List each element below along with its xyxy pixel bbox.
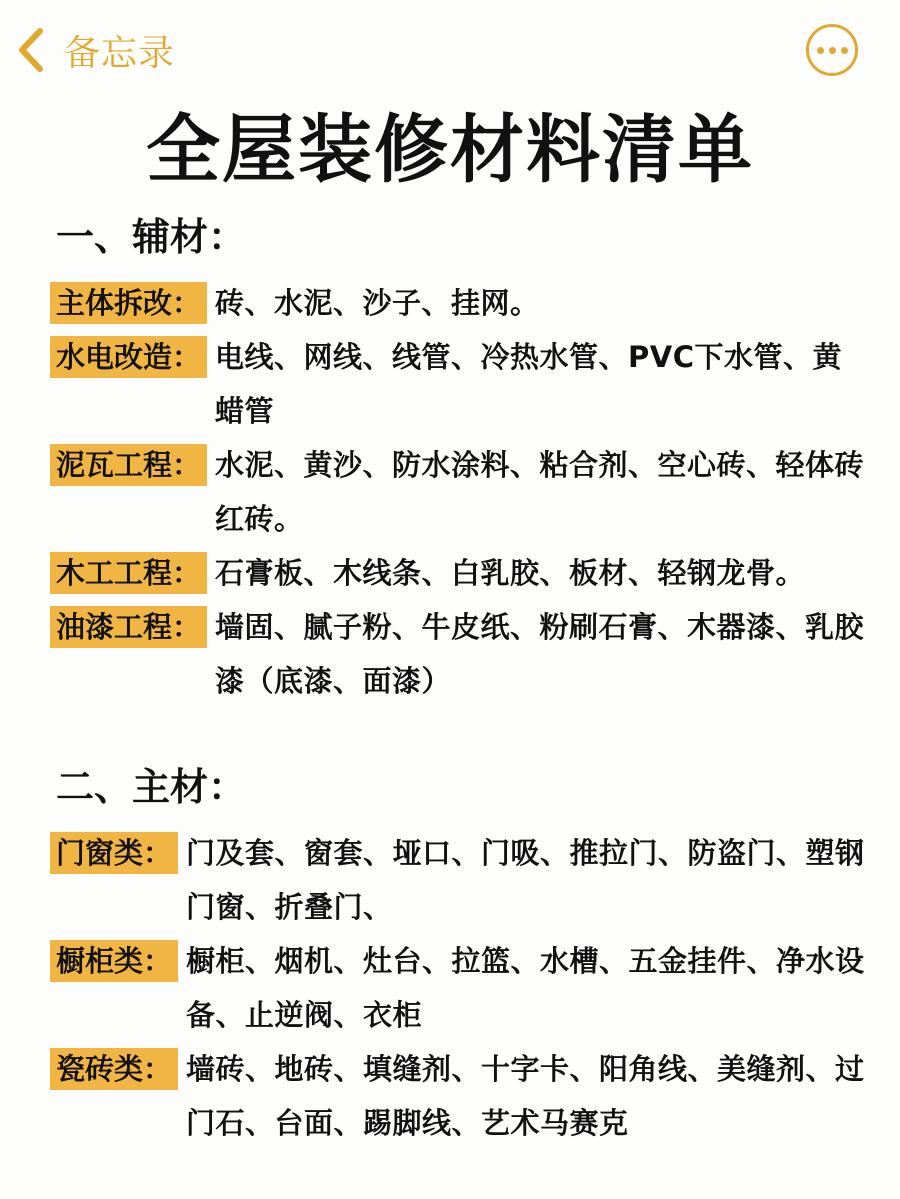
- category-text: 石膏板、木线条、白乳胶、板材、轻钢龙骨。: [215, 556, 806, 590]
- ellipsis-icon: [817, 47, 824, 54]
- list-item: [50, 600, 870, 708]
- category-tag: 木工工程：: [50, 552, 207, 594]
- category-tag: 瓷砖类：: [50, 1048, 178, 1090]
- page-title: 全屋装修材料清单: [146, 107, 754, 193]
- category-text: 门及套、窗套、垭口、门吸、推拉门、防盗门、塑钢门窗、折叠门、: [186, 836, 865, 924]
- category-text: 水泥、黄沙、防水涂料、粘合剂、空心砖、轻体砖红砖。: [215, 448, 865, 536]
- chevron-left-icon: [14, 27, 48, 73]
- more-options-button[interactable]: [806, 24, 858, 76]
- list-item: [50, 546, 870, 600]
- list-item: [50, 438, 870, 546]
- section-main-materials: [50, 762, 870, 1150]
- category-tag: 泥瓦工程：: [50, 444, 207, 486]
- section-auxiliary-materials: [50, 212, 870, 708]
- list-item: [50, 934, 870, 1042]
- ellipsis-icon: [841, 47, 848, 54]
- navigation-bar: [0, 0, 900, 100]
- category-tag: 主体拆改：: [50, 282, 207, 324]
- category-tag: 橱柜类：: [50, 940, 178, 982]
- list-item: [50, 330, 870, 438]
- category-text: 砖、水泥、沙子、挂网。: [215, 286, 540, 320]
- category-text: 墙固、腻子粉、牛皮纸、粉刷石膏、木器漆、乳胶漆（底漆、面漆）: [215, 610, 865, 698]
- category-text: 电线、网线、线管、冷热水管、PVC下水管、黄蜡管: [215, 340, 842, 428]
- category-tag: 油漆工程：: [50, 606, 207, 648]
- back-label: 备忘录: [64, 32, 176, 74]
- section-heading: 二、主材：: [56, 765, 247, 809]
- list-item: [50, 826, 870, 934]
- back-button[interactable]: [14, 22, 175, 78]
- category-tag: 门窗类：: [50, 832, 178, 874]
- list-item: [50, 1042, 870, 1150]
- list-item: [50, 276, 870, 330]
- category-tag: 水电改造：: [50, 336, 207, 378]
- category-text: 橱柜、烟机、灶台、拉篮、水槽、五金挂件、净水设备、止逆阀、衣柜: [186, 944, 865, 1032]
- category-text: 墙砖、地砖、填缝剂、十字卡、阳角线、美缝剂、过门石、台面、踢脚线、艺术马赛克: [186, 1052, 865, 1140]
- ellipsis-icon: [829, 47, 836, 54]
- section-heading: 一、辅材：: [56, 215, 247, 259]
